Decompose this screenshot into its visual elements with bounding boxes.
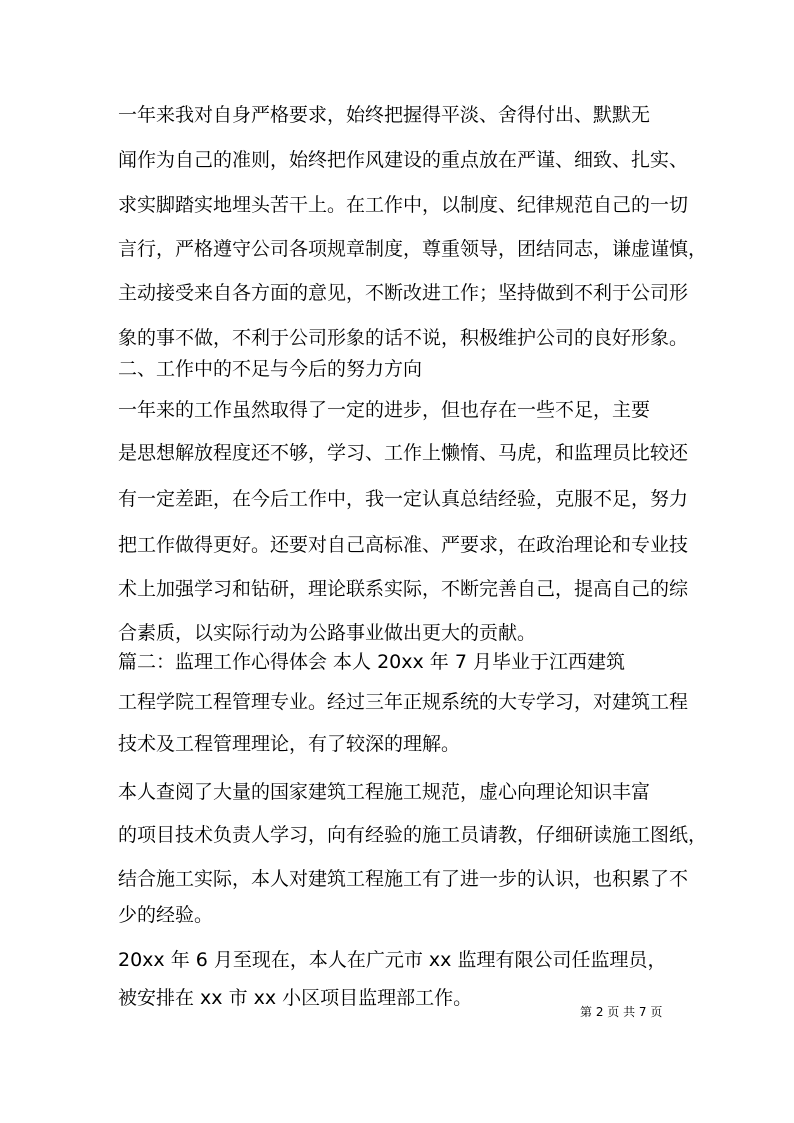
paragraph-line: 主动接受来自各方面的意见，不断改进工作；坚持做到不利于公司形 (118, 282, 689, 304)
paragraph-line: 一年来的工作虽然取得了一定的进步，但也存在一些不足，主要 (118, 399, 651, 421)
paragraph-line: 结合施工实际，本人对建筑工程施工有了进一步的认识，也积累了不 (118, 868, 689, 890)
paragraph-line: 技术及工程管理理论，有了较深的理解。 (118, 733, 461, 755)
paragraph-line: 有一定差距，在今后工作中，我一定认真总结经验，克服不足，努力 (118, 488, 689, 510)
paragraph-line: 被安排在 xx 市 xx 小区项目监理部工作。 (118, 987, 473, 1009)
paragraph-line: 的项目技术负责人学习，向有经验的施工员请教，仔细研读施工图纸， (118, 824, 708, 846)
section-heading: 二、工作中的不足与今后的努力方向 (118, 358, 423, 380)
paragraph-line: 少的经验。 (118, 904, 214, 926)
paragraph-line: 篇二：监理工作心得体会 本人 20xx 年 7 月毕业于江西建筑 (118, 651, 625, 673)
paragraph-line: 本人查阅了大量的国家建筑工程施工规范，虚心向理论知识丰富 (118, 781, 651, 803)
paragraph-line: 闻作为自己的准则，始终把作风建设的重点放在严谨、细致、扎实、 (118, 149, 689, 171)
paragraph-line: 求实脚踏实地埋头苦干上。在工作中，以制度、纪律规范自己的一切 (118, 194, 689, 216)
paragraph-line: 一年来我对自身严格要求，始终把握得平淡、舍得付出、默默无 (118, 104, 651, 126)
paragraph-line: 合素质，以实际行动为公路事业做出更大的贡献。 (118, 622, 537, 644)
paragraph-line: 象的事不做，不利于公司形象的话不说，积极维护公司的良好形象。 (118, 327, 689, 349)
paragraph-line: 把工作做得更好。还要对自己高标准、严要求，在政治理论和专业技 (118, 534, 689, 556)
paragraph-line: 工程学院工程管理专业。经过三年正规系统的大专学习，对建筑工程 (118, 691, 689, 713)
paragraph-line: 20xx 年 6 月至现在，本人在广元市 xx 监理有限公司任监理员， (118, 949, 667, 971)
paragraph-line: 言行，严格遵守公司各项规章制度，尊重领导，团结同志，谦虚谨慎， (118, 238, 708, 260)
paragraph-line: 术上加强学习和钻研，理论联系实际，不断完善自己，提高自己的综 (118, 578, 689, 600)
page-number: 第 2 页 共 7 页 (580, 1005, 663, 1019)
paragraph-line: 是思想解放程度还不够，学习、工作上懒惰、马虎，和监理员比较还 (118, 442, 689, 464)
